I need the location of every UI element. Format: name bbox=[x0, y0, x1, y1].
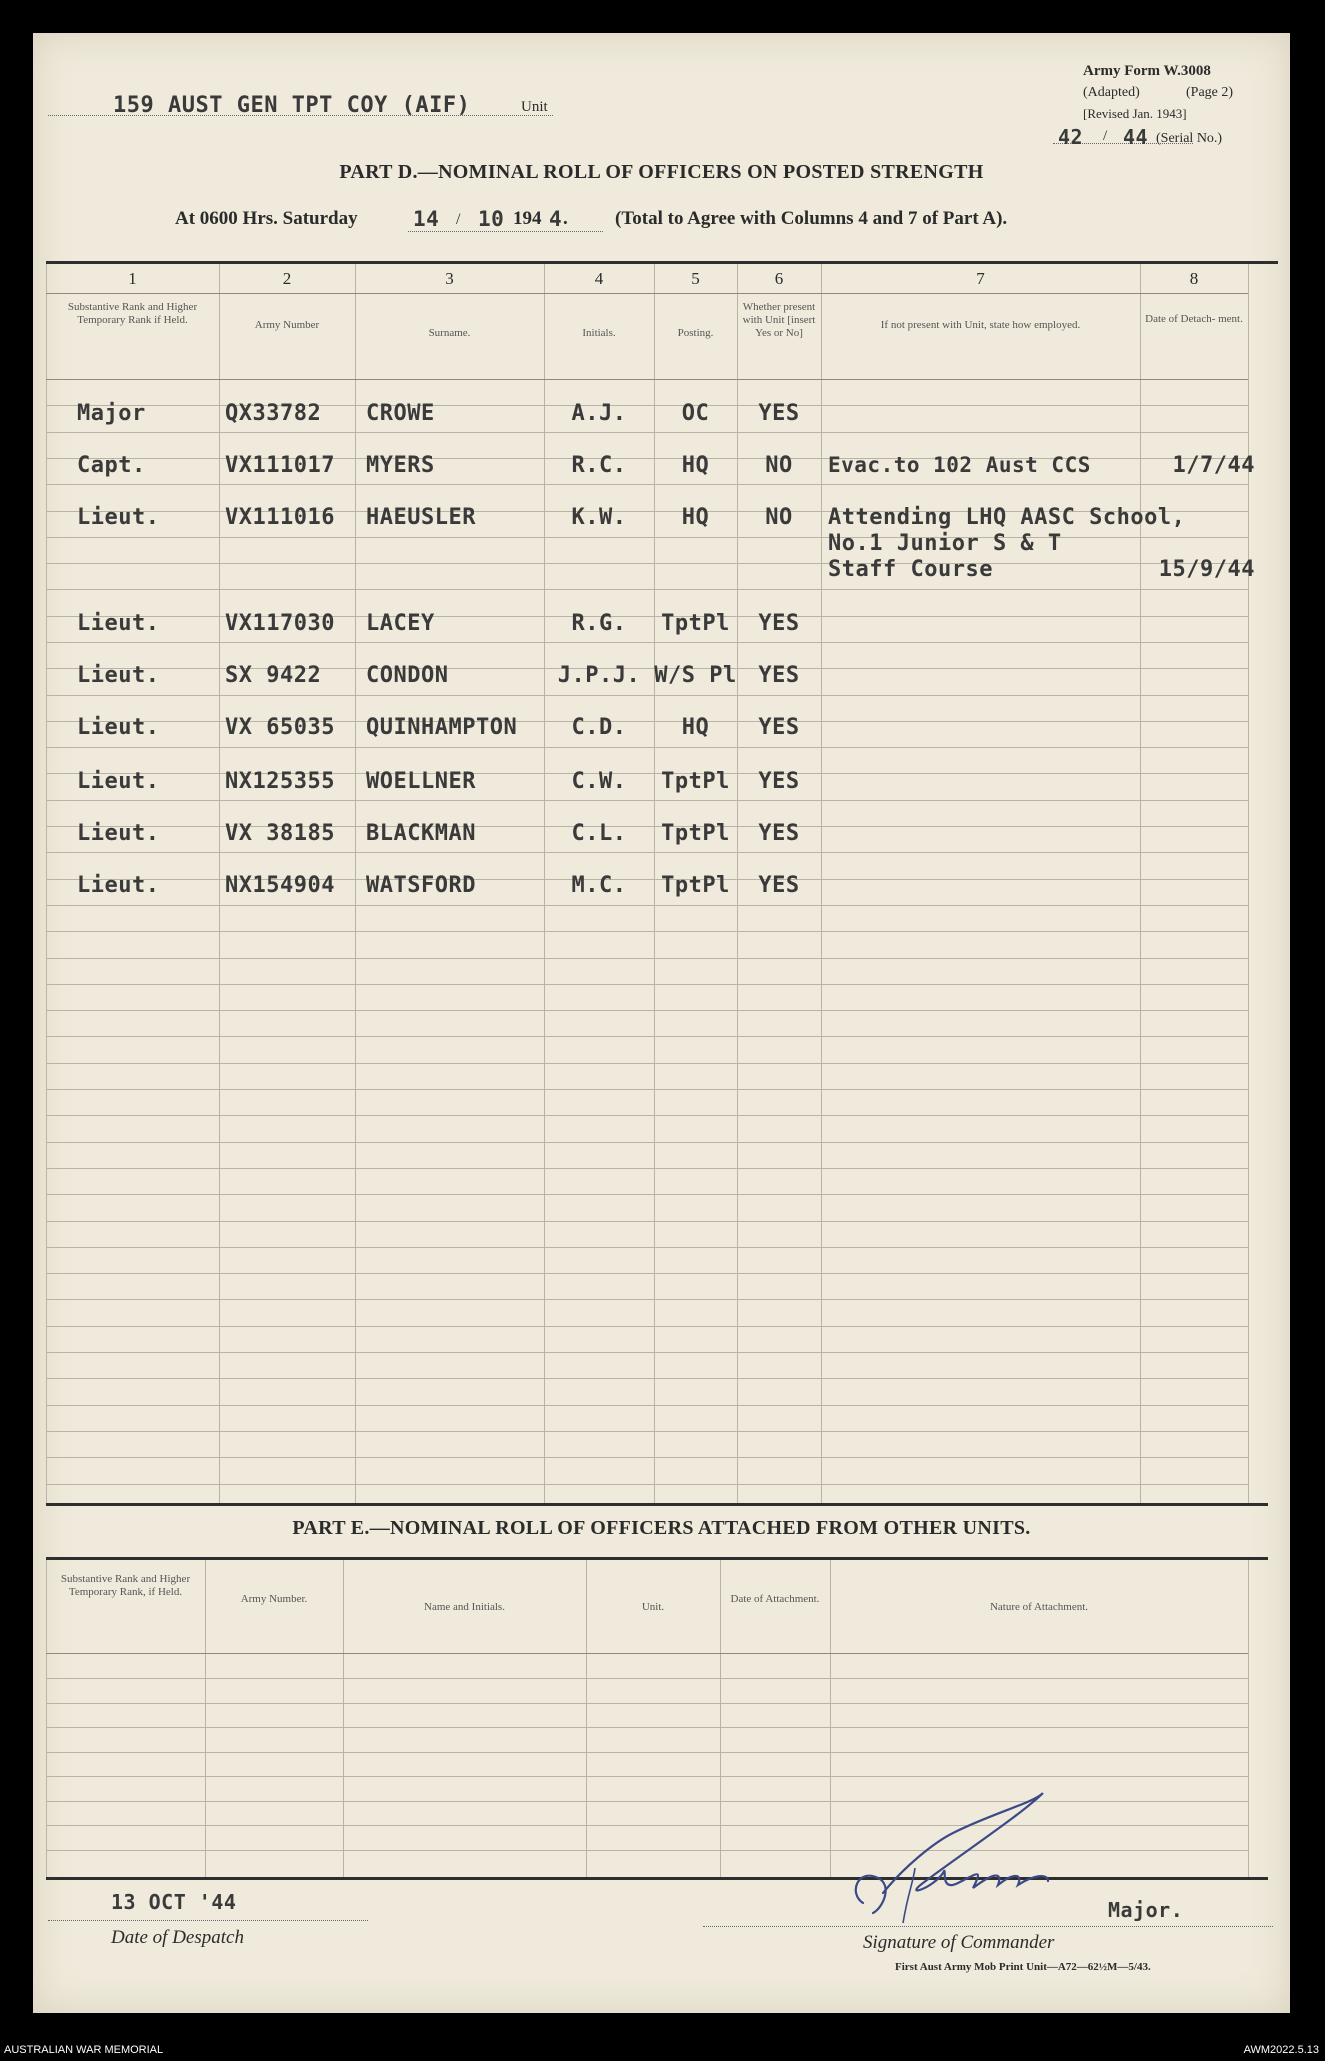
part-d-top-rule bbox=[46, 261, 1278, 264]
part-d-day: 14 bbox=[413, 207, 440, 231]
part-d-cell-initials: J.P.J. bbox=[557, 663, 641, 688]
part-d-cell-initials: C.D. bbox=[571, 715, 627, 740]
part-d-ruled-line bbox=[46, 1194, 1248, 1195]
serial-label: (Serial No.) bbox=[1156, 131, 1223, 146]
part-d-cell-number: VX 38185 bbox=[225, 821, 335, 846]
part-d-cell-number: NX125355 bbox=[225, 769, 335, 794]
part-d-cell-posting: TptPl bbox=[661, 873, 730, 898]
part-d-column-divider bbox=[219, 264, 220, 1503]
part-d-cell-rank: Lieut. bbox=[77, 663, 160, 688]
part-d-ruled-line bbox=[46, 1168, 1248, 1169]
part-d-cell-posting: W/S Pl bbox=[654, 663, 737, 688]
archive-credit-left: AUSTRALIAN WAR MEMORIAL bbox=[4, 2044, 164, 2056]
printer-line: First Aust Army Mob Print Unit—A72—62½M—5/43. bbox=[895, 1961, 1151, 1973]
part-d-cell-date: 1/7/44 bbox=[1172, 453, 1255, 478]
part-d-column-header: Initials. bbox=[582, 327, 616, 339]
part-d-column-number: 5 bbox=[691, 269, 700, 288]
part-d-cell-initials: A.J. bbox=[571, 401, 627, 426]
part-d-cell-surname: LACEY bbox=[366, 611, 435, 636]
part-d-column-number: 7 bbox=[976, 269, 985, 288]
part-e-title: PART E.—NOMINAL ROLL OF OFFICERS ATTACHED FROM OTHER UNITS. bbox=[292, 1517, 1031, 1539]
part-d-title: PART D.—NOMINAL ROLL OF OFFICERS ON POSTED STRENGTH bbox=[339, 161, 984, 183]
despatch-date: 13 OCT '44 bbox=[111, 1890, 237, 1914]
part-d-cell-surname: HAEUSLER bbox=[366, 505, 476, 530]
part-d-ruled-line bbox=[46, 484, 1248, 485]
part-d-column-number: 3 bbox=[445, 269, 454, 288]
form-page-number: (Page 2) bbox=[1186, 85, 1234, 100]
part-d-cell-number: QX33782 bbox=[225, 401, 322, 426]
part-d-column-header: Substantive Rank and Higher Temporary Rank if Held. bbox=[67, 301, 198, 326]
part-d-ruled-line bbox=[46, 852, 1248, 853]
part-d-ruled-line bbox=[46, 1010, 1248, 1011]
part-e-column-divider bbox=[343, 1560, 344, 1877]
part-e-column-header: Unit. bbox=[641, 1601, 665, 1613]
serial-value-b: 44 bbox=[1123, 125, 1149, 149]
part-d-cell-initials: R.C. bbox=[571, 453, 627, 478]
part-d-cell-employed: Staff Course bbox=[828, 557, 993, 582]
part-d-ruled-line bbox=[46, 537, 1248, 538]
part-d-cell-rank: Lieut. bbox=[77, 873, 160, 898]
part-e-column-divider bbox=[1248, 1560, 1249, 1877]
part-e-column-header: Army Number. bbox=[240, 1593, 308, 1605]
date-period: . bbox=[563, 208, 568, 229]
part-d-cell-initials: R.G. bbox=[571, 611, 627, 636]
unit-value: 159 AUST GEN TPT COY (AIF) bbox=[113, 93, 471, 118]
part-d-cell-surname: WATSFORD bbox=[366, 873, 476, 898]
part-e-top-rule bbox=[46, 1557, 1268, 1560]
commander-rank: Major. bbox=[1108, 1898, 1184, 1922]
part-d-cell-surname: QUINHAMPTON bbox=[366, 715, 518, 740]
part-d-ruled-line bbox=[46, 1378, 1248, 1379]
part-d-column-divider bbox=[46, 264, 47, 1503]
archive-credit-bar bbox=[0, 2040, 1325, 2061]
part-d-ruled-line bbox=[46, 1484, 1248, 1485]
part-d-cell-present: NO bbox=[765, 453, 793, 478]
date-dots bbox=[408, 231, 603, 232]
part-d-total-note: (Total to Agree with Columns 4 and 7 of Part A). bbox=[615, 208, 1008, 229]
part-d-ruled-line bbox=[46, 642, 1248, 643]
part-d-cell-posting: HQ bbox=[681, 505, 710, 530]
part-d-cell-surname: MYERS bbox=[366, 453, 435, 478]
date-sep-1: / bbox=[456, 211, 461, 228]
signature-dots bbox=[703, 1926, 1273, 1927]
form-adapted: (Adapted) bbox=[1083, 85, 1140, 100]
part-d-column-header: Army Number bbox=[254, 319, 320, 331]
part-d-ruled-line bbox=[46, 1273, 1248, 1274]
part-d-cell-present: YES bbox=[758, 821, 800, 846]
part-d-ruled-line bbox=[46, 958, 1248, 959]
part-e-column-divider bbox=[586, 1560, 587, 1877]
part-d-ruled-line bbox=[46, 1247, 1248, 1248]
part-d-ruled-line bbox=[46, 1089, 1248, 1090]
part-d-cell-posting: OC bbox=[681, 401, 710, 426]
part-d-cell-present: YES bbox=[758, 769, 800, 794]
part-e-ruled-line bbox=[46, 1678, 1248, 1679]
part-d-column-number: 1 bbox=[128, 269, 137, 288]
part-e-column-header: Date of Attachment. bbox=[730, 1593, 820, 1605]
part-d-cell-employed: Attending LHQ AASC School, bbox=[828, 505, 1186, 530]
part-d-header-rule bbox=[46, 379, 1248, 380]
part-d-cell-initials: C.W. bbox=[571, 769, 627, 794]
part-e-column-divider bbox=[205, 1560, 206, 1877]
part-d-column-number: 2 bbox=[282, 269, 292, 288]
part-d-cell-employed: No.1 Junior S & T bbox=[828, 531, 1062, 556]
part-d-column-divider bbox=[1248, 264, 1249, 1503]
part-d-ruled-line bbox=[46, 747, 1248, 748]
part-d-column-header: Surname. bbox=[428, 327, 471, 339]
part-d-ruled-line bbox=[46, 1457, 1248, 1458]
part-e-ruled-line bbox=[46, 1727, 1248, 1728]
part-d-column-divider bbox=[1140, 264, 1141, 1503]
serial-value-a: 42 bbox=[1058, 125, 1084, 149]
part-d-ruled-line bbox=[46, 905, 1248, 906]
part-d-cell-posting: TptPl bbox=[661, 821, 730, 846]
part-d-ruled-line bbox=[46, 1115, 1248, 1116]
part-d-bottom-rule bbox=[46, 1503, 1268, 1506]
part-d-cell-present: YES bbox=[758, 873, 800, 898]
part-d-ruled-line bbox=[46, 984, 1248, 985]
part-d-ruled-line bbox=[46, 1142, 1248, 1143]
part-d-column-header: Whether present with Unit [insert Yes or No] bbox=[742, 301, 816, 339]
part-d-month: 10 bbox=[478, 207, 505, 231]
part-e-ruled-line bbox=[46, 1703, 1248, 1704]
part-d-column-divider bbox=[355, 264, 356, 1503]
part-d-column-header: Posting. bbox=[677, 327, 714, 339]
part-e-ruled-line bbox=[46, 1752, 1248, 1753]
part-d-cell-posting: HQ bbox=[681, 715, 710, 740]
part-d-cell-number: VX111016 bbox=[225, 505, 335, 530]
part-e-column-divider bbox=[46, 1560, 47, 1877]
part-d-cell-number: VX 65035 bbox=[225, 715, 335, 740]
part-d-ruled-line bbox=[46, 1036, 1248, 1037]
archive-credit-right: AWM2022.5.13 bbox=[1243, 2044, 1319, 2056]
part-d-cell-posting: TptPl bbox=[661, 611, 730, 636]
part-d-column-number: 8 bbox=[1189, 269, 1199, 288]
part-e-column-header: Nature of Attachment. bbox=[989, 1601, 1089, 1613]
part-e-column-header: Substantive Rank and Higher Temporary Rank, if Held. bbox=[60, 1573, 191, 1598]
part-d-cell-present: YES bbox=[758, 401, 800, 426]
serial-sep: / bbox=[1103, 128, 1108, 144]
part-d-cell-present: YES bbox=[758, 611, 800, 636]
part-d-ruled-line bbox=[46, 563, 1248, 564]
part-d-cell-rank: Major bbox=[77, 401, 146, 426]
part-d-ruled-line bbox=[46, 1326, 1248, 1327]
part-d-cell-surname: WOELLNER bbox=[366, 769, 476, 794]
part-d-ruled-line bbox=[46, 432, 1248, 433]
part-d-ruled-line bbox=[46, 1063, 1248, 1064]
part-d-cell-rank: Lieut. bbox=[77, 505, 160, 530]
part-d-column-number: 4 bbox=[594, 269, 604, 288]
part-d-year-suffix: 4 bbox=[549, 207, 563, 231]
signature-label: Signature of Commander bbox=[863, 1932, 1055, 1953]
part-d-ruled-line bbox=[46, 695, 1248, 696]
part-d-column-header: Date of Detach- ment. bbox=[1145, 313, 1243, 325]
part-d-column-divider bbox=[821, 264, 822, 1503]
part-d-at-prefix: At 0600 Hrs. Saturday bbox=[175, 208, 358, 229]
part-d-cell-surname: CROWE bbox=[366, 401, 435, 426]
part-d-cell-number: VX111017 bbox=[225, 453, 335, 478]
part-d-ruled-line bbox=[46, 1431, 1248, 1432]
part-e-column-divider bbox=[830, 1560, 831, 1877]
part-e-header-rule bbox=[46, 1653, 1248, 1654]
part-d-cell-initials: C.L. bbox=[571, 821, 627, 846]
part-d-cell-initials: M.C. bbox=[571, 873, 627, 898]
part-d-cell-number: SX 9422 bbox=[225, 663, 322, 688]
part-d-cell-date: 15/9/44 bbox=[1158, 557, 1255, 582]
part-d-cell-rank: Lieut. bbox=[77, 821, 160, 846]
part-d-cell-employed: Evac.to 102 Aust CCS bbox=[828, 453, 1091, 477]
part-d-cell-rank: Capt. bbox=[77, 453, 146, 478]
part-d-cell-posting: TptPl bbox=[661, 769, 730, 794]
commander-signature bbox=[843, 1773, 1143, 1943]
form-page bbox=[33, 33, 1290, 2013]
despatch-label: Date of Despatch bbox=[111, 1927, 244, 1948]
part-d-cell-rank: Lieut. bbox=[77, 769, 160, 794]
part-d-ruled-line bbox=[46, 1299, 1248, 1300]
part-d-cell-initials: K.W. bbox=[571, 505, 627, 530]
part-d-cell-present: YES bbox=[758, 663, 800, 688]
part-e-column-header: Name and Initials. bbox=[424, 1601, 505, 1613]
part-d-colnum-rule bbox=[46, 293, 1248, 294]
part-d-ruled-line bbox=[46, 800, 1248, 801]
part-d-year-prefix: 194 bbox=[513, 208, 542, 229]
unit-label: Unit bbox=[521, 99, 548, 115]
despatch-dots bbox=[48, 1920, 368, 1921]
form-number: Army Form W.3008 bbox=[1083, 63, 1211, 79]
part-d-cell-present: NO bbox=[765, 505, 793, 530]
part-d-cell-number: VX117030 bbox=[225, 611, 335, 636]
part-d-column-header: If not present with Unit, state how employed. bbox=[880, 319, 1081, 331]
part-d-ruled-line bbox=[46, 589, 1248, 590]
part-d-cell-surname: CONDON bbox=[366, 663, 449, 688]
part-d-ruled-line bbox=[46, 1221, 1248, 1222]
part-d-cell-posting: HQ bbox=[681, 453, 710, 478]
part-d-cell-number: NX154904 bbox=[225, 873, 335, 898]
part-d-ruled-line bbox=[46, 1405, 1248, 1406]
part-d-cell-rank: Lieut. bbox=[77, 611, 160, 636]
part-d-cell-rank: Lieut. bbox=[77, 715, 160, 740]
part-d-cell-present: YES bbox=[758, 715, 800, 740]
part-d-column-number: 6 bbox=[774, 269, 784, 288]
part-d-ruled-line bbox=[46, 1352, 1248, 1353]
form-revised: [Revised Jan. 1943] bbox=[1083, 106, 1187, 121]
part-d-ruled-line bbox=[46, 931, 1248, 932]
part-d-cell-surname: BLACKMAN bbox=[366, 821, 476, 846]
part-e-column-divider bbox=[720, 1560, 721, 1877]
